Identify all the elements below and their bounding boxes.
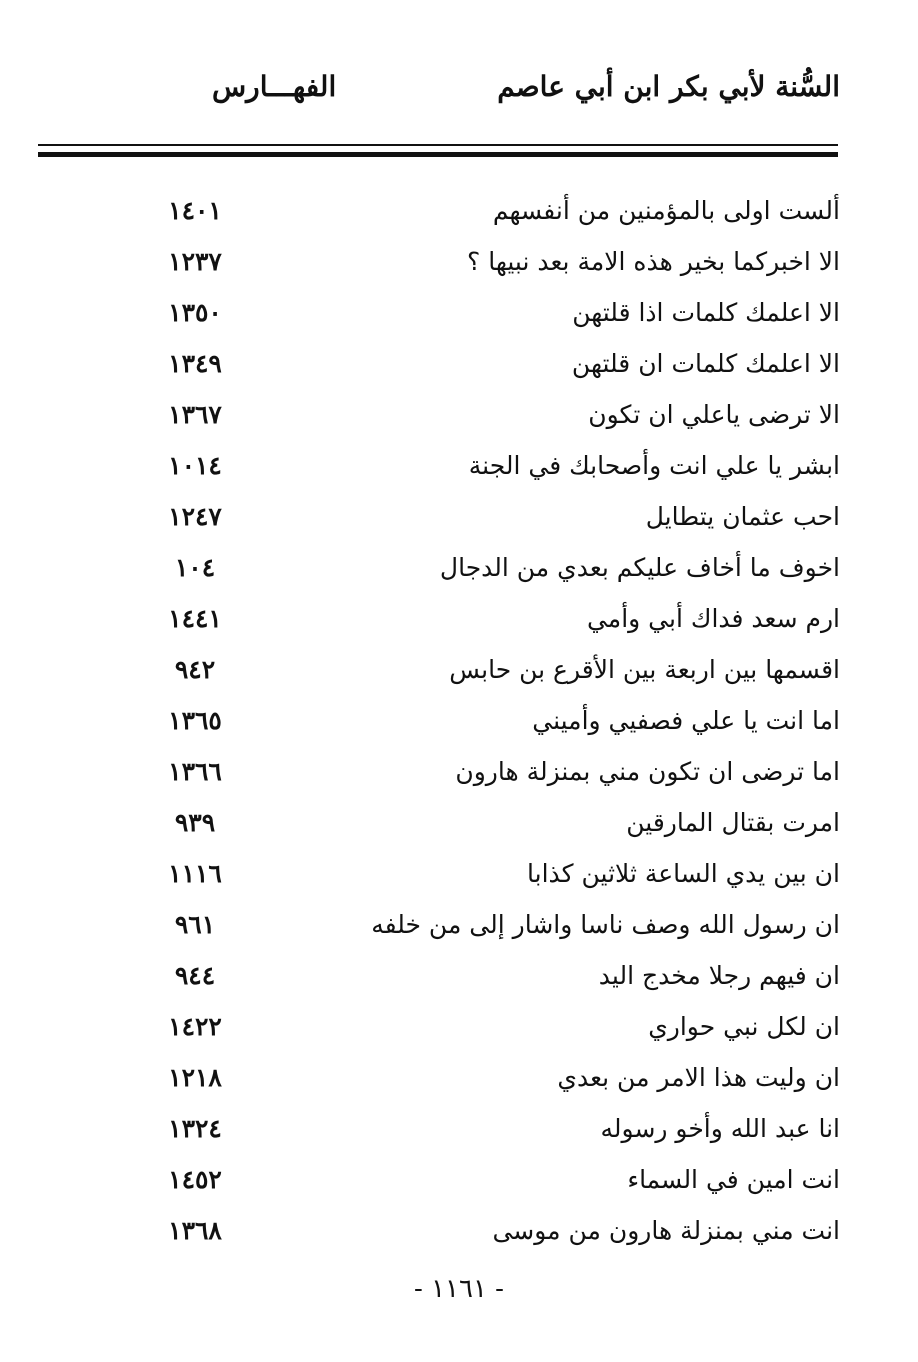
index-entry xyxy=(140,596,840,647)
entry-text: ان لكل نبي حواري xyxy=(648,1012,840,1041)
entry-page-number: ١٣٦٥ xyxy=(168,706,222,735)
entry-text: اما ترضى ان تكون مني بمنزلة هارون xyxy=(455,757,840,786)
index-entry xyxy=(140,1004,840,1055)
index-entry xyxy=(140,443,840,494)
entry-page-number: ٩٦١ xyxy=(174,910,216,939)
entry-page-number: ٩٤٢ xyxy=(174,655,216,684)
index-entry xyxy=(140,698,840,749)
entry-page-number: ٩٣٩ xyxy=(174,808,216,837)
entry-page-number: ١٣٦٨ xyxy=(168,1216,222,1245)
book-title: السُّنة لأبي بكر ابن أبي عاصم xyxy=(497,70,840,103)
entry-text: انت مني بمنزلة هارون من موسى xyxy=(492,1216,840,1245)
entry-page-number: ١٣٢٤ xyxy=(168,1114,222,1143)
entry-page-number: ١١١٦ xyxy=(168,859,222,888)
entry-text: ان فيهم رجلا مخدج اليد xyxy=(598,961,840,990)
index-entry xyxy=(140,1106,840,1157)
entry-text: امرت بقتال المارقين xyxy=(626,808,840,837)
entry-text: انا عبد الله وأخو رسوله xyxy=(600,1114,840,1143)
entry-text: ارم سعد فداك أبي وأمي xyxy=(586,604,840,633)
index-entry xyxy=(140,290,840,341)
index-entry xyxy=(140,188,840,239)
entry-page-number: ١٤٤١ xyxy=(168,604,222,633)
index-entry xyxy=(140,239,840,290)
header-rule-thick xyxy=(38,152,838,157)
entry-text: الا ترضى ياعلي ان تكون xyxy=(588,400,840,429)
header-rule-thin xyxy=(38,144,838,146)
entry-text: الا اعلمك كلمات ان قلتهن xyxy=(571,349,840,378)
entry-page-number: ١٣٥٠ xyxy=(168,298,222,327)
entry-text: احب عثمان يتطايل xyxy=(645,502,840,531)
entry-page-number: ١٣٤٩ xyxy=(168,349,222,378)
entry-page-number: ١٣٦٧ xyxy=(168,400,222,429)
entry-text: انت امين في السماء xyxy=(627,1165,840,1194)
entry-text: الا اعلمك كلمات اذا قلتهن xyxy=(572,298,840,327)
index-entry xyxy=(140,902,840,953)
index-entry xyxy=(140,851,840,902)
index-list xyxy=(140,188,840,1259)
entry-page-number: ١٠١٤ xyxy=(168,451,222,480)
entry-text: ألست اولى بالمؤمنين من أنفسهم xyxy=(492,196,840,225)
entry-text: اخوف ما أخاف عليكم بعدي من الدجال xyxy=(439,553,840,582)
entry-text: اما انت يا علي فصفيي وأميني xyxy=(532,706,840,735)
entry-page-number: ١٤٥٢ xyxy=(168,1165,222,1194)
index-entry xyxy=(140,341,840,392)
index-entry xyxy=(140,545,840,596)
page-header xyxy=(40,62,840,122)
entry-page-number: ١٤٢٢ xyxy=(168,1012,222,1041)
entry-text: الا اخبركما بخير هذه الامة بعد نبيها ؟ xyxy=(467,247,840,276)
entry-page-number: ١٢٤٧ xyxy=(168,502,222,531)
index-entry xyxy=(140,1055,840,1106)
entry-page-number: ٩٤٤ xyxy=(174,961,216,990)
entry-text: ان بين يدي الساعة ثلاثين كذابا xyxy=(527,859,840,888)
entry-text: ان وليت هذا الامر من بعدي xyxy=(557,1063,840,1092)
index-entry xyxy=(140,953,840,1004)
page-number: - ١١٦١ - xyxy=(414,1274,504,1304)
index-entry xyxy=(140,392,840,443)
entry-page-number: ١٢١٨ xyxy=(168,1063,222,1092)
index-entry xyxy=(140,1157,840,1208)
entry-text: ابشر يا علي انت وأصحابك في الجنة xyxy=(468,451,840,480)
entry-page-number: ١٣٦٦ xyxy=(168,757,222,786)
index-entry xyxy=(140,800,840,851)
entry-page-number: ١٠٤ xyxy=(174,553,216,582)
index-entry xyxy=(140,749,840,800)
section-title: الفهـــارس xyxy=(212,70,337,103)
entry-page-number: ١٢٣٧ xyxy=(168,247,222,276)
index-entry xyxy=(140,647,840,698)
entry-text: ان رسول الله وصف ناسا واشار إلى من خلفه xyxy=(371,910,840,939)
index-entry xyxy=(140,1208,840,1259)
index-entry xyxy=(140,494,840,545)
entry-text: اقسمها بين اربعة بين الأقرع بن حابس xyxy=(449,655,840,684)
entry-page-number: ١٤٠١ xyxy=(168,196,222,225)
